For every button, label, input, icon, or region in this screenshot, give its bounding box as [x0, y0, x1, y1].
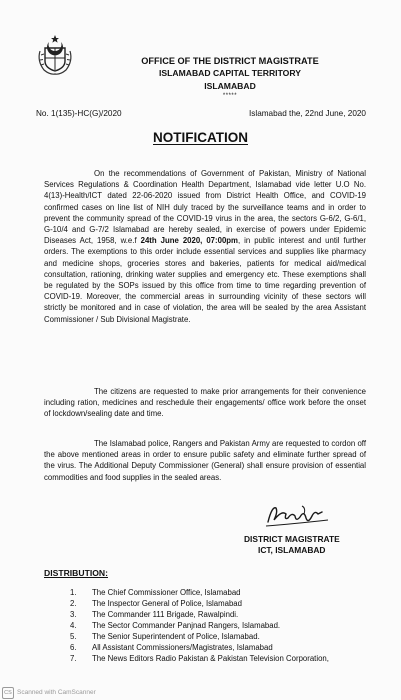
distribution-list — [70, 587, 329, 664]
signatory-office: ICT, ISLAMABAD — [258, 545, 326, 555]
watermark-text: Scanned with CamScanner — [17, 689, 96, 696]
paragraph-1: On the recommendations of Government of Pakistan, Ministry of National Services Regulations & Coordination Health Department, Islamabad vide letter U.O No. 4(13)-Health/ICT dated 22-06-2020 issued from District Health Office, and COVID-19 confirmed cases on line list of NIH duly traced by the surveillance teams and in order to prevent the community spread of the COVID-19 virus in the area, the sectors G-6/2, G-6/1, G-10/4 and G-7/2 Islamabad are hereby sealed, in exercise of powers under Epidemic Diseases Act, 1958, w.e.f 24th June 2020, 07:00pm, in public interest and until further orders. The exemptions to this order include essential services and supplies like pharmacy and medicine shops, groceries stores and bakeries, patients for medical aid/medical consultation, rationing, drinking water supplies and emergency etc. These exemptions shall be regulated by the SOPs issued by this office from time to time regarding prevention of COVID-19. Moreover, the commercial areas in surrounding vicinity of these sectors will strictly be monitored and in case of violation, the area will be sealed by the area Assistant Commissioner / Sub Divisional Magistrate. — [44, 169, 366, 324]
paragraph-2: The citizens are requested to make prior arrangements for their convenience including ration, medicines and reschedule their engagements/ office work before the onset of lockdown/sealing date and time. — [44, 387, 366, 419]
list-item: 7. The News Editors Radio Pakistan & Pakistan Television Corporation, — [70, 654, 329, 663]
camscanner-watermark — [0, 686, 120, 699]
office-heading: OFFICE OF THE DISTRICT MAGISTRATE — [141, 56, 319, 66]
city-heading: ISLAMABAD — [204, 81, 256, 91]
reference-date: Islamabad the, 22nd June, 2020 — [249, 109, 366, 118]
list-item: 1. The Chief Commissioner Office, Islamabad — [70, 588, 241, 597]
document-title: NOTIFICATION — [153, 130, 248, 145]
signatory-title: DISTRICT MAGISTRATE — [244, 534, 340, 544]
pakistan-emblem-icon — [36, 33, 74, 77]
camscanner-icon: CS — [2, 687, 14, 699]
territory-heading: ISLAMABAD CAPITAL TERRITORY — [159, 68, 301, 78]
distribution-heading: DISTRIBUTION: — [44, 568, 108, 578]
list-item: 4. The Sector Commander Panjnad Rangers, Islamabad. — [70, 621, 281, 630]
list-item: 2. The Inspector General of Police, Islamabad — [70, 599, 242, 608]
list-item: 5. The Senior Superintendent of Police, Islamabad. — [70, 632, 260, 641]
list-item: 6. All Assistant Commissioners/Magistrates, Islamabad — [70, 643, 273, 652]
paragraph-3: The Islamabad police, Rangers and Pakistan Army are requested to cordon off the above mentioned areas in order to ensure public safety and eliminate further spread of the virus. The Additional Deputy Commissioner (General) shall ensure provision of essential commodities and food supplies in the sealed areas. — [44, 439, 366, 482]
signature-icon — [262, 500, 332, 532]
effective-date: 24th June 2020, 07:00pm — [140, 236, 238, 246]
reference-number: No. 1(135)-HC(G)/2020 — [36, 109, 122, 118]
list-item: 3. The Commander 111 Brigade, Rawalpindi. — [70, 610, 239, 619]
header-stars: ***** — [222, 93, 238, 99]
